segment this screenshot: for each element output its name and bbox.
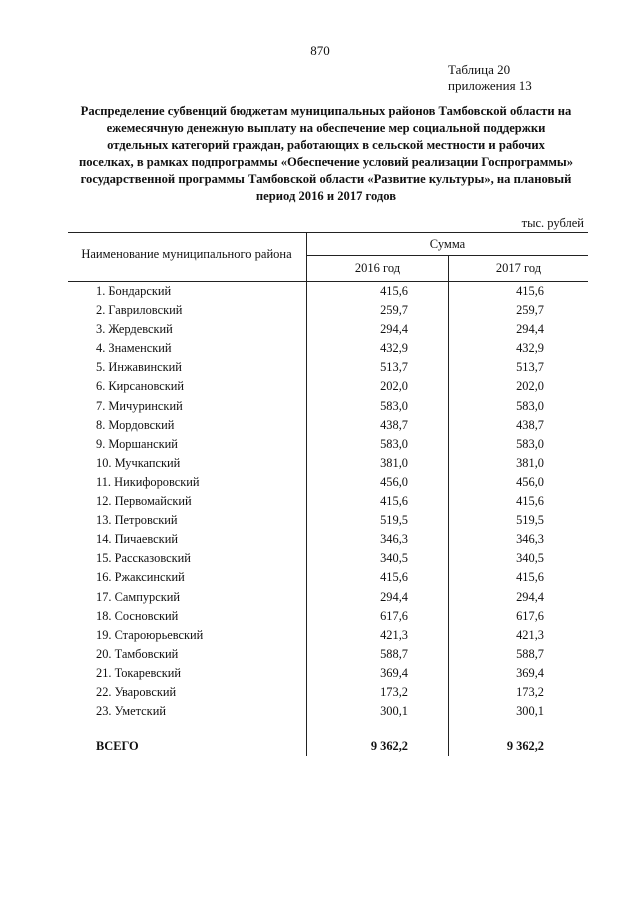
value-2016: 583,0 (380, 398, 408, 413)
table-row (68, 301, 588, 320)
value-2016: 617,6 (380, 608, 408, 623)
district-name: 12. Первомайский (96, 494, 192, 509)
units-label: тыс. рублей (521, 216, 584, 230)
title-line: отдельных категорий граждан, работающих в сельской местности и рабочих (107, 138, 545, 152)
district-name: 8. Мордовский (96, 417, 175, 432)
value-2016: 415,6 (380, 494, 408, 509)
value-2016: 381,0 (380, 455, 408, 470)
table-row (68, 454, 588, 473)
value-2017: 381,0 (516, 455, 544, 470)
value-2017: 340,5 (516, 551, 544, 566)
value-2016: 259,7 (380, 303, 408, 318)
appendix-label: приложения 13 (448, 78, 532, 93)
value-2016: 519,5 (380, 513, 408, 528)
table-row (68, 416, 588, 435)
value-2016: 294,4 (380, 322, 408, 337)
value-2017: 617,6 (516, 608, 544, 623)
value-2016: 300,1 (380, 704, 408, 719)
district-name: 5. Инжавинский (96, 360, 182, 375)
value-2017: 588,7 (516, 646, 544, 661)
title-line: поселках, в рамках подпрограммы «Обеспечение условий реализации Госпрограммы» (78, 155, 574, 169)
district-name: 22. Уваровский (96, 684, 177, 699)
table-row (68, 435, 588, 454)
total-2017: 9 362,2 (506, 739, 544, 753)
table-label: Таблица 20 (448, 62, 511, 77)
value-2017: 173,2 (516, 684, 544, 699)
district-name: 11. Никифоровский (96, 474, 200, 489)
district-name: 10. Мучкапский (96, 455, 181, 470)
table-row (68, 511, 588, 530)
table-caption (448, 62, 532, 94)
title-line: государственной программы Тамбовской области «Развитие культуры», на плановый (80, 172, 572, 186)
table-row (68, 530, 588, 549)
value-2017: 519,5 (516, 513, 544, 528)
district-name: 1. Бондарский (96, 284, 172, 298)
document-title (70, 103, 582, 205)
page-number: 870 (310, 43, 330, 58)
district-name: 7. Мичуринский (96, 398, 183, 413)
column-header-sum: Сумма (429, 237, 466, 251)
value-2017: 583,0 (516, 398, 544, 413)
value-2016: 294,4 (380, 589, 408, 604)
value-2017: 432,9 (516, 341, 544, 356)
column-header-2017: 2017 год (495, 261, 542, 275)
value-2016: 421,3 (380, 627, 408, 642)
value-2016: 513,7 (380, 360, 408, 375)
value-2017: 583,0 (516, 436, 544, 451)
title-line: Распределение субвенций бюджетам муниципальных районов Тамбовской области на (80, 104, 572, 118)
value-2017: 202,0 (516, 379, 544, 394)
table-row (68, 702, 588, 721)
value-2016: 432,9 (380, 341, 408, 356)
value-2016: 202,0 (380, 379, 408, 394)
table-row (68, 473, 588, 492)
value-2017: 421,3 (516, 627, 544, 642)
value-2017: 415,6 (516, 284, 544, 298)
table-row (68, 664, 588, 683)
table-row (68, 358, 588, 377)
district-name: 19. Староюрьевский (96, 627, 204, 642)
district-name: 20. Тамбовский (96, 646, 179, 661)
value-2017: 346,3 (516, 532, 544, 547)
district-name: 23. Уметский (96, 704, 166, 719)
total-row (68, 736, 588, 756)
table-row (68, 588, 588, 607)
value-2017: 259,7 (516, 303, 544, 318)
value-2016: 588,7 (380, 646, 408, 661)
district-name: 3. Жердевский (96, 322, 173, 337)
table-row (68, 320, 588, 339)
table-row (68, 492, 588, 511)
value-2017: 300,1 (516, 704, 544, 719)
table-row (68, 607, 588, 626)
district-name: 16. Ржаксинский (96, 570, 185, 585)
value-2017: 369,4 (516, 665, 544, 680)
value-2016: 415,6 (380, 284, 408, 298)
column-header-name: Наименование муниципального района (81, 247, 292, 261)
value-2016: 415,6 (380, 570, 408, 585)
district-name: 13. Петровский (96, 513, 178, 528)
table-body (68, 282, 588, 721)
value-2016: 340,5 (380, 551, 408, 566)
table-row (68, 282, 588, 301)
table-row (68, 549, 588, 568)
total-label: ВСЕГО (96, 739, 139, 753)
value-2017: 513,7 (516, 360, 544, 375)
value-2017: 415,6 (516, 570, 544, 585)
value-2016: 438,7 (380, 417, 408, 432)
table-row (68, 626, 588, 645)
district-name: 9. Моршанский (96, 436, 178, 451)
table-row (68, 645, 588, 664)
table-row (68, 683, 588, 702)
value-2017: 294,4 (516, 322, 544, 337)
district-name: 14. Пичаевский (96, 532, 178, 547)
district-name: 15. Рассказовский (96, 551, 191, 566)
table-row (68, 377, 588, 396)
value-2017: 456,0 (516, 474, 544, 489)
district-name: 17. Сампурский (96, 589, 180, 604)
title-line: период 2016 и 2017 годов (255, 189, 397, 203)
district-name: 2. Гавриловский (96, 303, 183, 318)
value-2016: 369,4 (380, 665, 408, 680)
district-name: 6. Кирсановский (96, 379, 185, 394)
district-name: 21. Токаревский (96, 665, 182, 680)
value-2016: 173,2 (380, 684, 408, 699)
title-line: ежемесячную денежную выплату на обеспечение мер социальной поддержки (106, 121, 546, 135)
value-2016: 456,0 (380, 474, 408, 489)
district-name: 18. Сосновский (96, 608, 179, 623)
value-2017: 438,7 (516, 417, 544, 432)
table-row (68, 568, 588, 587)
total-2016: 9 362,2 (370, 739, 408, 753)
value-2017: 294,4 (516, 589, 544, 604)
district-name: 4. Знаменский (96, 341, 172, 356)
value-2017: 415,6 (516, 494, 544, 509)
value-2016: 346,3 (380, 532, 408, 547)
column-header-2016: 2016 год (354, 261, 401, 275)
value-2016: 583,0 (380, 436, 408, 451)
table-row (68, 397, 588, 416)
table-header (68, 232, 588, 282)
table-row (68, 339, 588, 358)
